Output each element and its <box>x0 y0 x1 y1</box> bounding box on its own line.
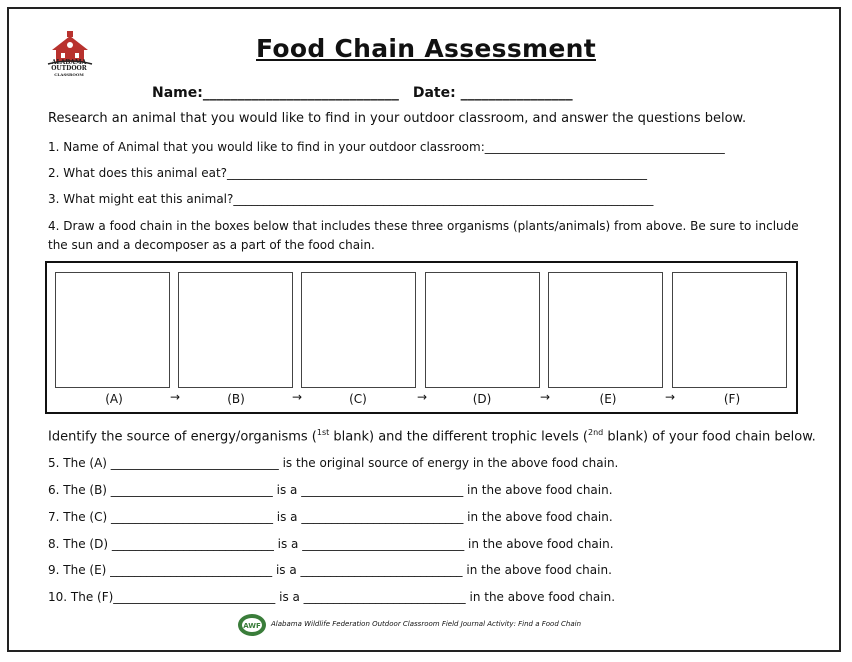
question-7[interactable]: 7. The (C) ___________________________ is a ___________________________ in the above food chain. <box>48 510 613 524</box>
page-title: Food Chain Assessment <box>256 34 596 63</box>
logo-text: ALABAMA OUTDOOR CLASSROOM <box>51 59 87 77</box>
question-10[interactable]: 10. The (F)___________________________ is a ___________________________ in the above food chain. <box>48 590 616 604</box>
food-chain-box-e[interactable] <box>548 272 663 388</box>
food-chain-box-b[interactable] <box>178 272 293 388</box>
box-label-f: (F) <box>723 392 741 406</box>
intro-text: Research an animal that you would like to find in your outdoor classroom, and answer the questions below. <box>48 111 747 126</box>
identify-instructions: Identify the source of energy/organisms ($^{1st}$ blank) and the different trophic levels ($^{2nd}$ blank) of your food chain below. <box>48 428 816 445</box>
food-chain-box-d[interactable] <box>425 272 540 388</box>
arrow-right-icon: → <box>540 390 551 404</box>
box-label-e: (E) <box>599 392 617 406</box>
date-blank[interactable]: ________________ <box>460 85 573 101</box>
arrow-right-icon: → <box>665 390 676 404</box>
question-8[interactable]: 8. The (D) ___________________________ is a ___________________________ in the above food chain. <box>48 537 614 551</box>
food-chain-box-f[interactable] <box>672 272 787 388</box>
name-date-row <box>152 85 573 101</box>
question-9[interactable]: 9. The (E) ___________________________ is a ___________________________ in the above food chain. <box>48 563 612 577</box>
name-blank[interactable]: ____________________________ <box>202 85 399 101</box>
question-1[interactable]: 1. Name of Animal that you would like to find in your outdoor classroom:________________________________________ <box>48 140 725 154</box>
arrow-right-icon: → <box>170 390 181 404</box>
arrow-right-icon: → <box>292 390 303 404</box>
question-6[interactable]: 6. The (B) ___________________________ is a ___________________________ in the above food chain. <box>48 483 613 497</box>
arrow-right-icon: → <box>417 390 428 404</box>
question-5[interactable]: 5. The (A) ____________________________ is the original source of energy in the above food chain. <box>48 456 619 470</box>
food-chain-box-c[interactable] <box>301 272 416 388</box>
box-label-d: (D) <box>472 392 492 406</box>
footer-credit: Alabama Wildlife Federation Outdoor Classroom Field Journal Activity: Find a Food Chain <box>271 620 581 628</box>
question-3[interactable]: 3. What might eat this animal?______________________________________________________________________ <box>48 192 654 206</box>
box-label-a: (A) <box>105 392 123 406</box>
svg-text:AWF: AWF <box>243 622 261 630</box>
box-label-c: (C) <box>349 392 367 406</box>
food-chain-box-a[interactable] <box>55 272 170 388</box>
question-4-line-2: the sun and a decomposer as a part of the food chain. <box>48 238 375 252</box>
name-label: Name: <box>152 85 203 101</box>
question-4-line-1: 4. Draw a food chain in the boxes below that includes these three organisms (plants/animals) from above. Be sure to include <box>48 219 799 233</box>
question-2[interactable]: 2. What does this animal eat?______________________________________________________________________ <box>48 166 648 180</box>
box-label-b: (B) <box>227 392 245 406</box>
date-label: Date: <box>412 85 456 101</box>
